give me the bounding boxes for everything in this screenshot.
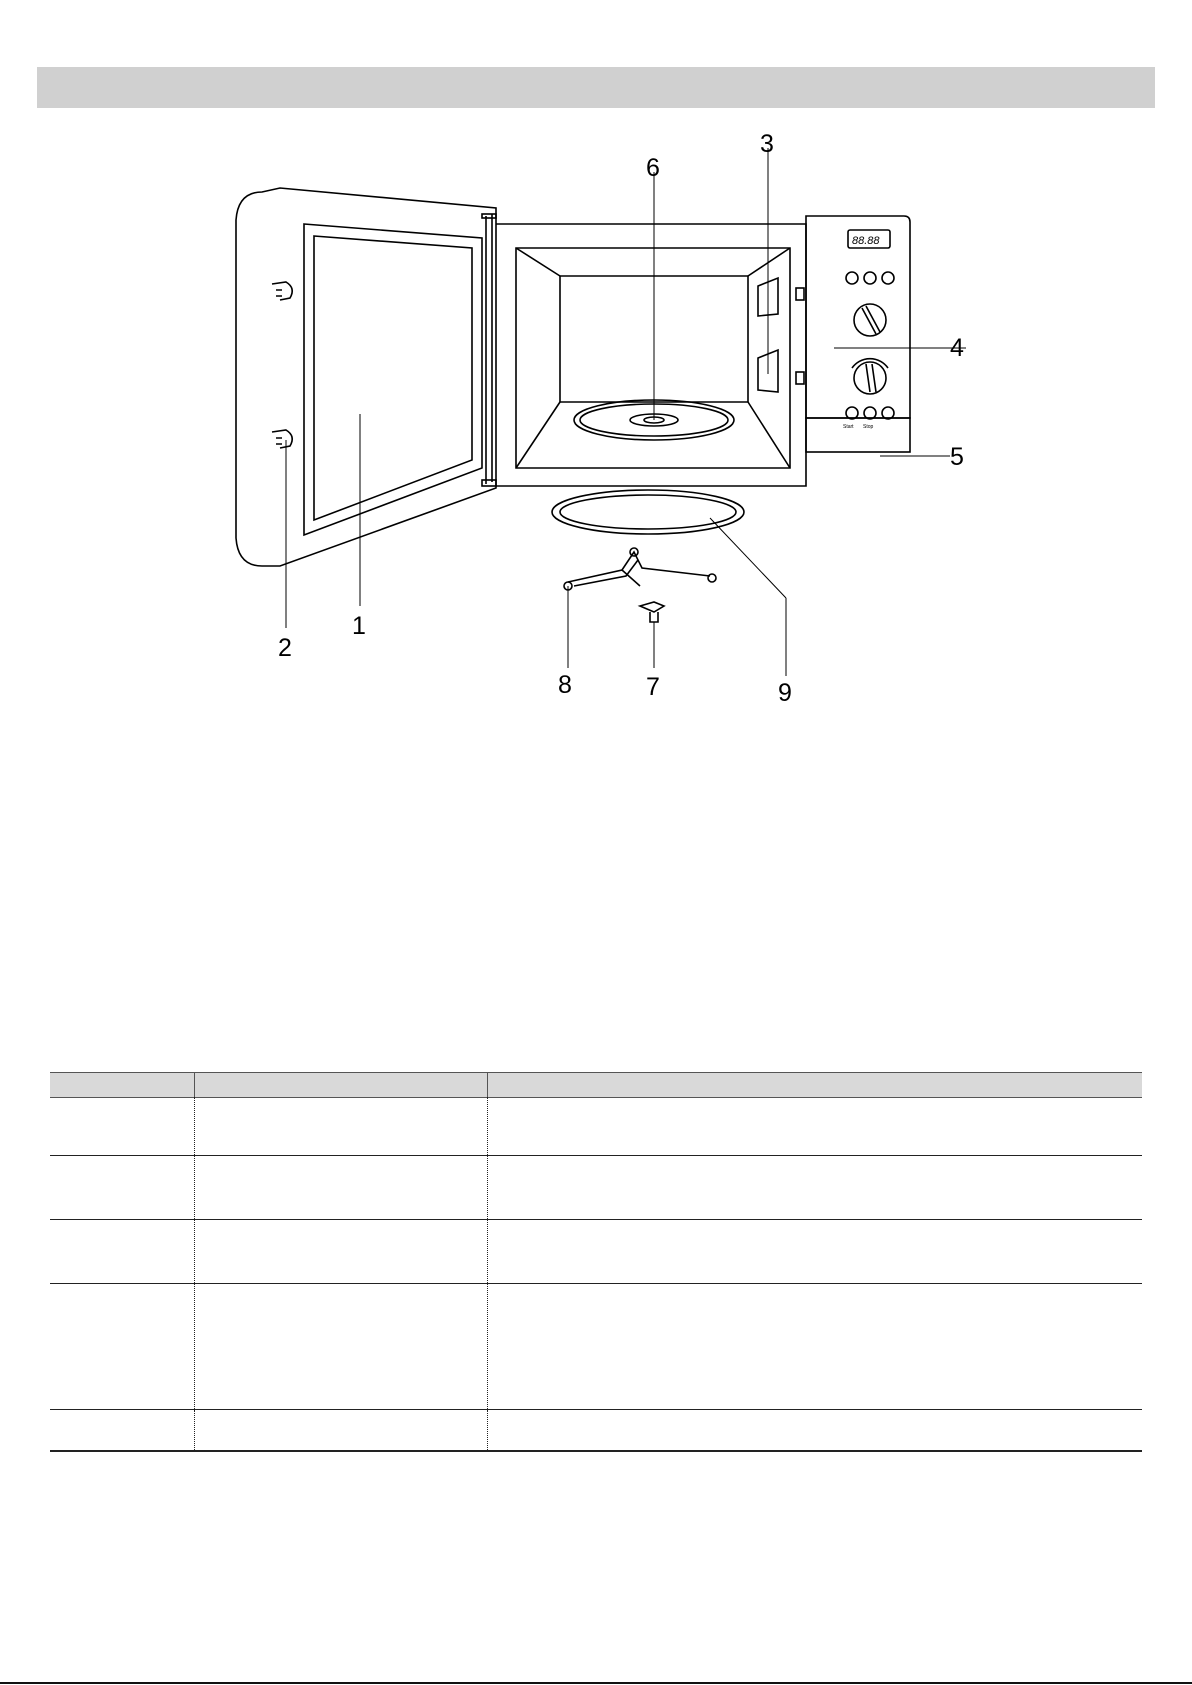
function-dial xyxy=(854,304,886,336)
table-row xyxy=(50,1097,1142,1156)
callout-2: 2 xyxy=(278,634,292,662)
door-hook-lower xyxy=(272,430,292,448)
microwave-illustration xyxy=(230,128,964,708)
stop-button-label: Stop xyxy=(863,424,874,430)
table-header xyxy=(50,1072,1142,1098)
callout-4: 4 xyxy=(950,334,964,362)
callout-9: 9 xyxy=(778,679,792,707)
door-release-panel xyxy=(806,418,910,452)
callout-5: 5 xyxy=(950,443,964,471)
cavity-front-inner xyxy=(516,248,790,468)
table-row xyxy=(50,1284,1142,1410)
microwave-diagram xyxy=(230,128,964,708)
section-header-bar xyxy=(37,67,1155,108)
table-row xyxy=(50,1156,1142,1220)
door-inner-frame xyxy=(304,224,482,535)
glass-tray xyxy=(552,490,744,534)
parts-table xyxy=(50,1072,1142,1452)
callout-1: 1 xyxy=(352,612,366,640)
callout-6: 6 xyxy=(646,154,660,182)
callout-3: 3 xyxy=(760,130,774,158)
door-window xyxy=(314,236,472,520)
display-readout: 88.88 xyxy=(852,235,880,247)
door-frame xyxy=(236,188,496,566)
coupler xyxy=(640,602,664,622)
table-row xyxy=(50,1220,1142,1284)
footer-rule xyxy=(0,1682,1192,1684)
cavity-body xyxy=(496,224,806,486)
table-row xyxy=(50,1410,1142,1452)
door-hook-upper xyxy=(272,282,292,300)
callout-8: 8 xyxy=(558,671,572,699)
start-button-label: Start xyxy=(843,424,854,430)
roller-ring xyxy=(568,552,710,586)
callout-7: 7 xyxy=(646,673,660,701)
